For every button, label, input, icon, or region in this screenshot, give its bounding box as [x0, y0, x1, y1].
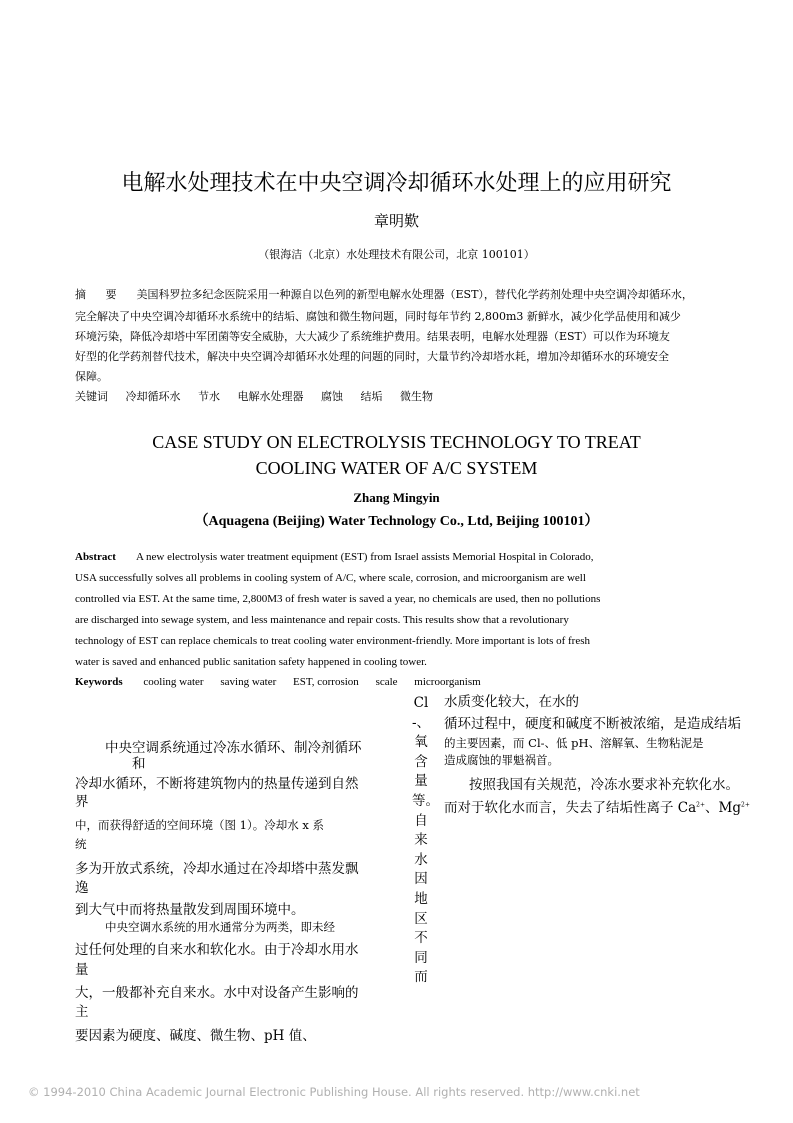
- abstract-en-line-6: water is saved and enhanced public sanitation safety happened in cooling tower.: [75, 656, 427, 668]
- author-name-en: Zhang Mingyin: [353, 490, 440, 505]
- keyword-en: saving water: [220, 676, 277, 688]
- body-left-line: 主: [75, 1004, 89, 1020]
- keyword-cn: 节水: [198, 390, 220, 403]
- author-name-cn: 章明歎: [373, 212, 419, 230]
- keywords-en-label: Keywords: [75, 676, 123, 688]
- paper-title-en-line-2: COOLING WATER OF A/C SYSTEM: [255, 458, 538, 478]
- keyword-cn: 电解水处理器: [237, 390, 304, 403]
- abstract-cn-line-2: 完全解决了中央空调冷却循环水系统中的结垢、腐蚀和微生物问题，同时每年节约 2,800m3 新鲜水，减少化学品使用和减少: [75, 310, 681, 323]
- body-left-line: 大，一般都补充自来水。水中对设备产生影响的: [75, 985, 359, 1001]
- keyword-cn: 冷却循环水: [125, 390, 181, 403]
- body-left-line: 和: [132, 756, 146, 772]
- keyword-cn: 结垢: [360, 390, 383, 403]
- body-left-line: 统: [75, 837, 87, 851]
- keyword-en: EST, corrosion: [293, 676, 359, 688]
- body-left-line: 界: [75, 794, 89, 810]
- keyword-en: cooling water: [143, 676, 204, 688]
- body-right-line: 按照我国有关规范，冷冻水要求补充软化水。: [469, 777, 739, 793]
- keyword-en: scale: [375, 676, 398, 688]
- body-right-line: 循环过程中，硬度和碱度不断被浓缩，是造成结垢: [444, 716, 741, 732]
- abstract-cn-line-5: 保障。: [75, 370, 108, 383]
- abstract-en-label: Abstract: [75, 551, 116, 563]
- abstract-en-line-1: Abstract A new electrolysis water treatment equipment (EST) from Israel assists Memorial Hospital in Colorado,: [75, 551, 594, 563]
- body-left-line: 逸: [75, 880, 89, 896]
- abstract-cn-label: 摘 要: [75, 288, 125, 301]
- paper-title-en-line-1: CASE STUDY ON ELECTROLYSIS TECHNOLOGY TO TREAT: [152, 432, 641, 452]
- keyword-en: microorganism: [414, 676, 481, 688]
- body-right-line: 的主要因素，而 Cl-、低 pH、溶解氧、生物粘泥是: [444, 736, 704, 750]
- body-right-line: 造成腐蚀的罪魁祸首。: [444, 753, 559, 767]
- copyright-footer: © 1994-2010 China Academic Journal Electronic Publishing House. All rights reserved. http://www.cnki.net: [28, 1085, 640, 1099]
- keywords-en: [75, 676, 495, 688]
- body-left-line: 量: [75, 962, 89, 978]
- paper-title-cn: 电解水处理技术在中央空调冷却循环水处理上的应用研究: [121, 171, 672, 196]
- body-right-line: 水质变化较大，在水的: [444, 694, 579, 710]
- body-left-line: 中央空调水系统的用水通常分为两类，即未经: [105, 920, 335, 934]
- abstract-en-line-5: technology of EST can replace chemicals to treat cooling water environment-friendly. More important is lots of fresh: [75, 635, 591, 647]
- body-left-line: 要因素为硬度、碱度、微生物、pH 值、: [75, 1028, 316, 1044]
- body-left-line: 冷却水循环，不断将建筑物内的热量传递到自然: [75, 776, 359, 792]
- abstract-en-line-2: USA successfully solves all problems in cooling system of A/C, where scale, corrosion, and microorganism are well: [75, 572, 586, 584]
- affiliation-en: （Aquagena (Beijing) Water Technology Co., Ltd, Beijing 100101）: [194, 514, 599, 529]
- abstract-en-line-3: controlled via EST. At the same time, 2,800M3 of fresh water is saved a year, no chemicals are used, then no pollutions: [75, 593, 601, 605]
- body-vertical-column: Cl-、氧含量等。自来水因地区不同而: [412, 695, 439, 986]
- abstract-cn-line-3: 环境污染，降低冷却塔中军团菌等安全威胁，大大减少了系统维护费用。结果表明，电解水处理器（EST）可以作为环境友: [75, 330, 670, 343]
- abstract-cn-line-1: 摘 要 美国科罗拉多纪念医院采用一种源自以色列的新型电解水处理器（EST），替代化学药剂处理中央空调冷却循环水，: [75, 288, 693, 301]
- keywords-cn-label: 关键词: [75, 390, 108, 403]
- body-left-line: 中，而获得舒适的空间环境（图 1）。冷却水 x 系: [75, 818, 325, 832]
- keywords-cn: [75, 388, 447, 404]
- keyword-cn: 腐蚀: [321, 390, 343, 403]
- abstract-cn-line-4: 好型的化学药剂替代技术，解决中央空调冷却循环水处理的问题的同时，大量节约冷却塔水耗，增加冷却循环水的环境安全: [75, 350, 669, 363]
- body-left-line: 到大气中而将热量散发到周围环境中。: [75, 902, 305, 918]
- keyword-cn: 微生物: [400, 390, 433, 403]
- body-right-line: 而对于软化水而言，失去了结垢性离子 $Ca^{2+}$、$Mg^{2+}$: [444, 800, 750, 816]
- affiliation-cn: （银海洁（北京）水处理技术有限公司，北京 100101）: [258, 248, 535, 261]
- body-left-line: 多为开放式系统，冷却水通过在冷却塔中蒸发飘: [75, 861, 359, 877]
- body-left-line: 过任何处理的自来水和软化水。由于冷却水用水: [75, 942, 359, 958]
- abstract-en-line-4: are discharged into sewage system, and less maintenance and repair costs. This results show that a revolutionary: [75, 614, 569, 626]
- body-left-line: 中央空调系统通过冷冻水循环、制冷剂循环: [105, 740, 362, 756]
